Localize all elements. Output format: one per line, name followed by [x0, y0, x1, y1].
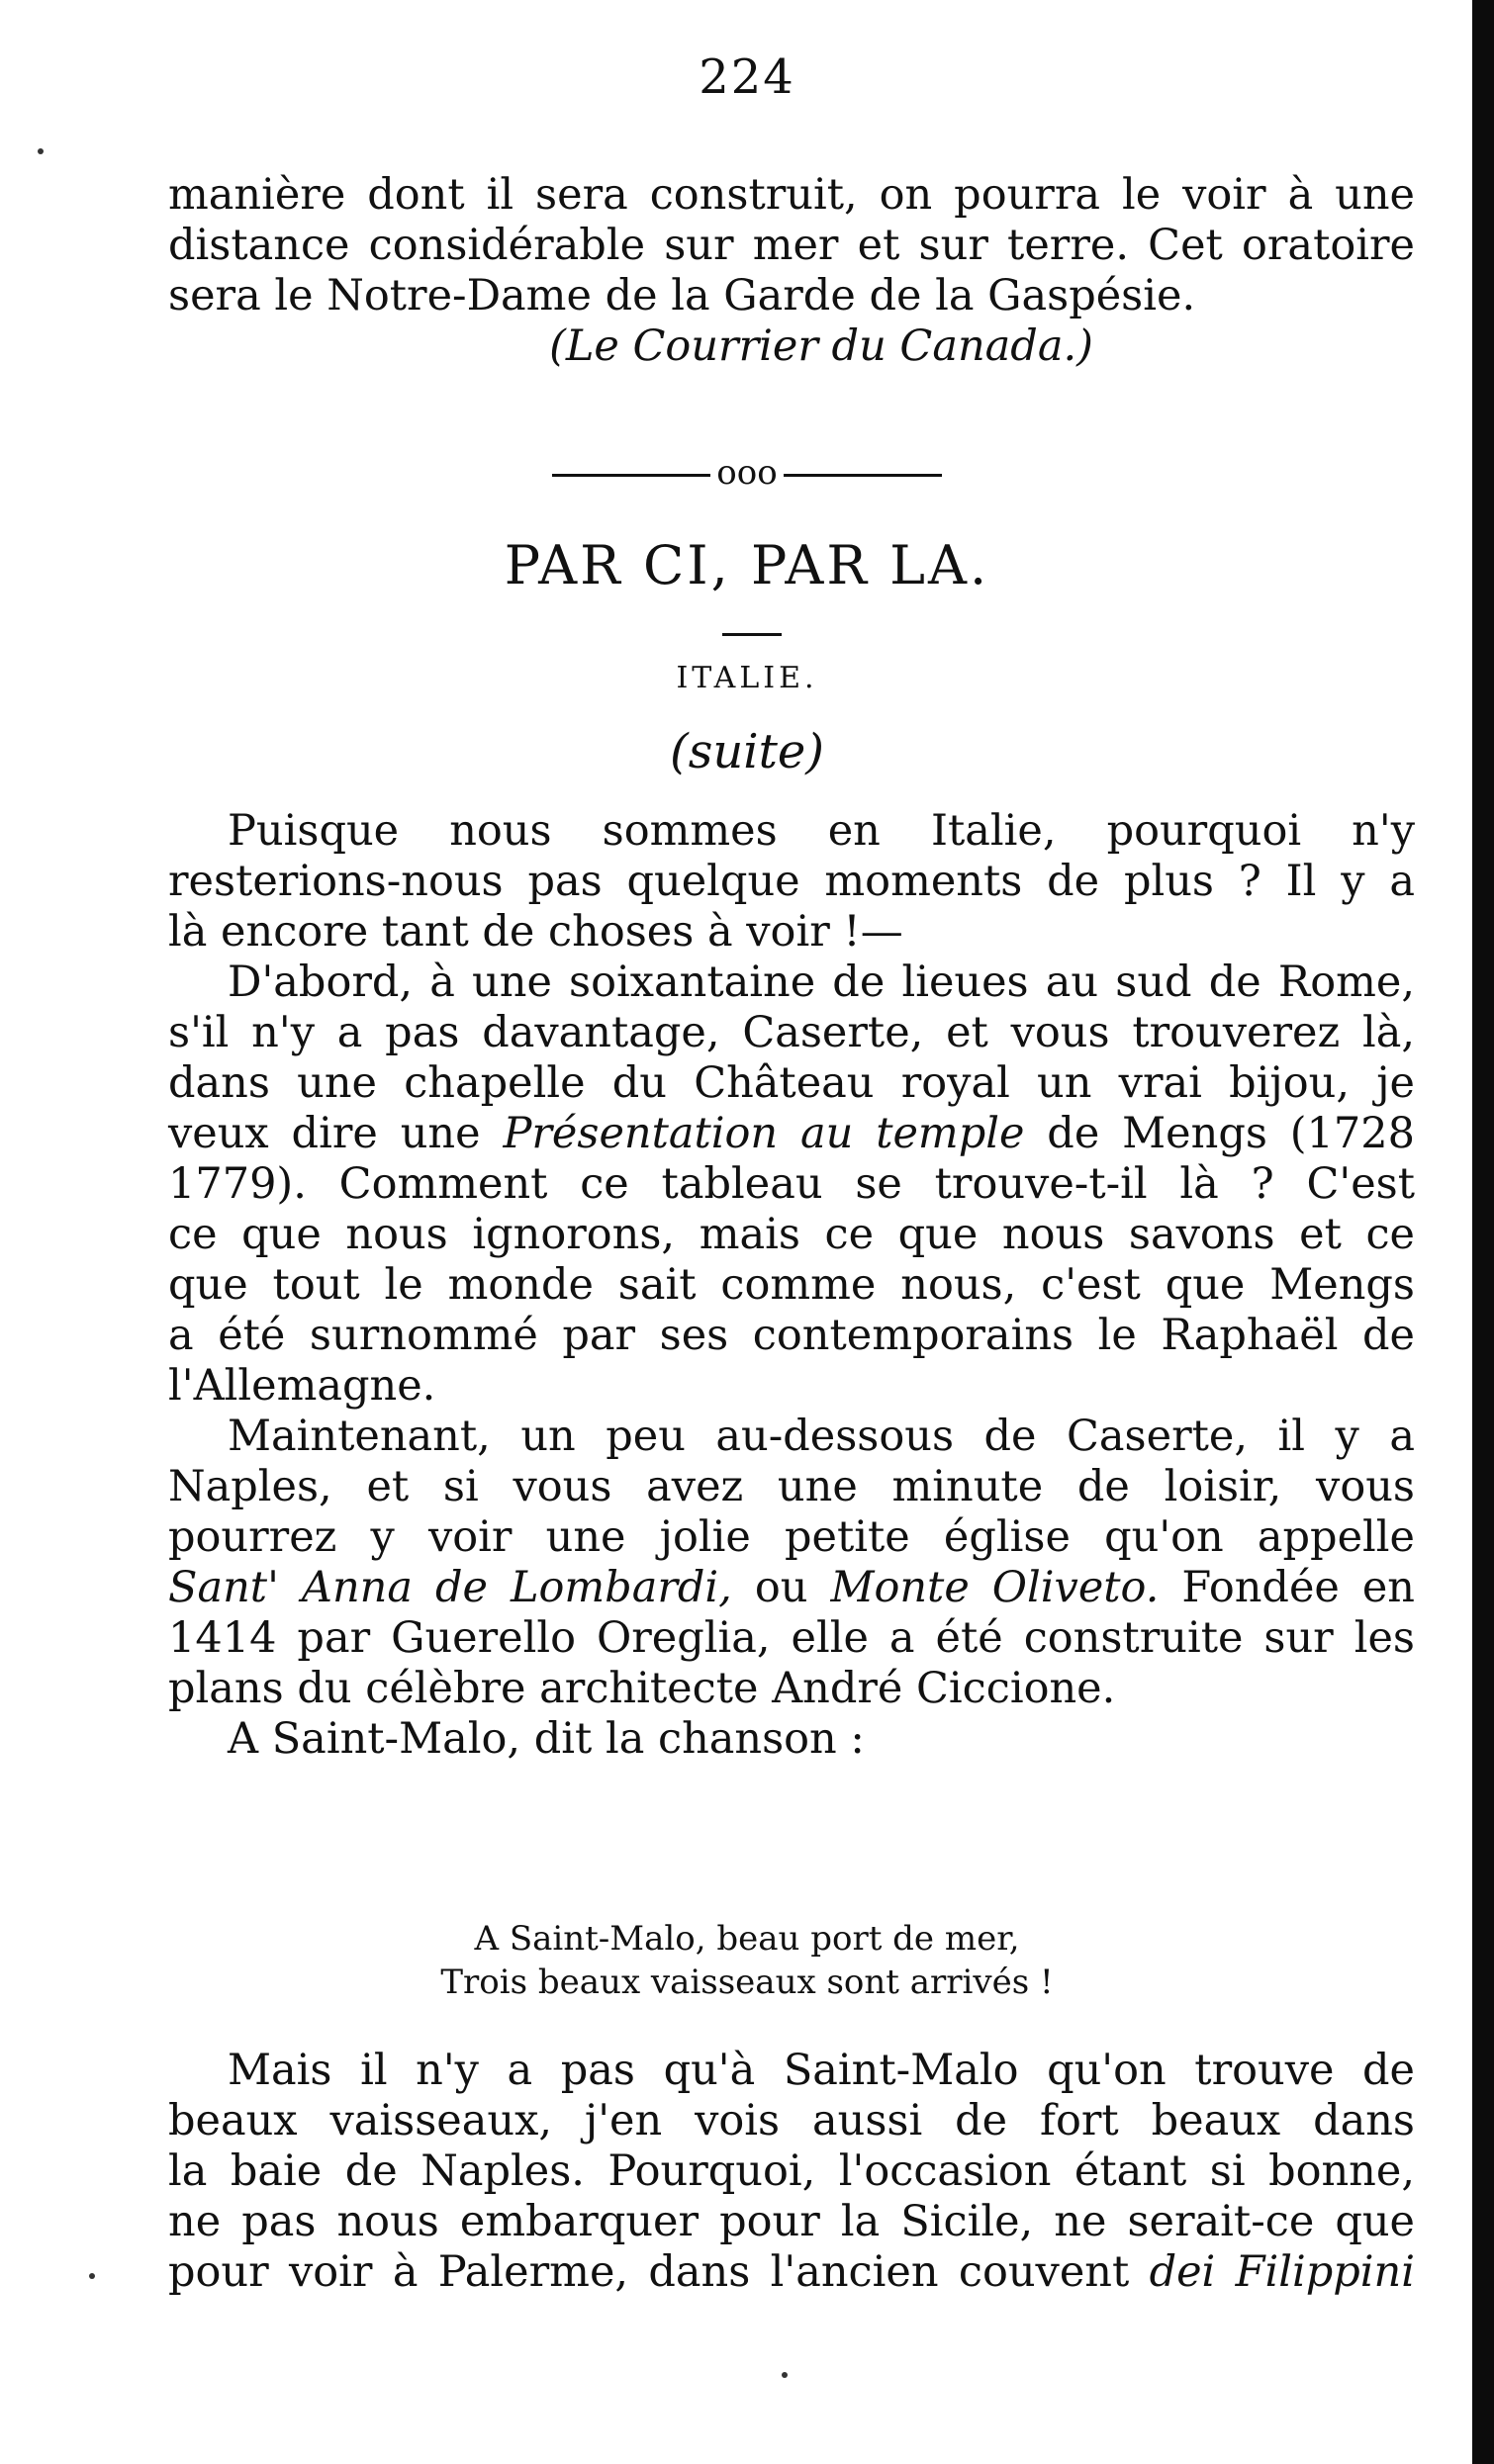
ink-speck — [89, 2273, 95, 2279]
section-separator — [0, 453, 1494, 493]
artwork-title: Présentation au temple — [503, 1109, 1025, 1158]
page-number: 224 — [699, 49, 795, 105]
text-line: sera le Notre-Dame de la Garde de la Gaspésie. — [168, 271, 1196, 320]
text-line: manière dont il sera construit, on pourra le voir à une — [168, 170, 1415, 220]
body-text-continued — [168, 2046, 1415, 2298]
text-line: Naples, et si vous avez une minute de loisir, vous — [168, 1462, 1415, 1511]
top-paragraph — [168, 170, 1415, 372]
text-line: resterions-nous pas quelque moments de plus ? Il y a — [168, 857, 1415, 906]
text-line: Mais il n'y a pas qu'à Saint-Malo qu'on trouve de — [228, 2046, 1415, 2095]
text-line: 1414 par Guerello Oreglia, elle a été construite sur les — [168, 1613, 1415, 1663]
verse-line: Trois beaux vaisseaux sont arrivés ! — [440, 1962, 1054, 2002]
text-line: distance considérable sur mer et sur terre. Cet oratoire — [168, 221, 1415, 270]
body-text — [168, 806, 1415, 1765]
text-line: pourrez y voir une jolie petite église qu'on appelle — [168, 1512, 1415, 1562]
text-line: D'abord, à une soixantaine de lieues au sud de Rome, — [228, 958, 1415, 1007]
convent-name: dei Filippini — [1149, 2247, 1415, 2297]
separator-rule-right — [784, 474, 942, 477]
text-run: pour voir à Palerme, dans l'ancien couvent — [168, 2247, 1150, 2297]
ink-speck — [38, 148, 44, 154]
text-line — [168, 2247, 1415, 2298]
church-name: Sant' Anna de Lombardi, — [168, 1563, 732, 1612]
text-line: là encore tant de choses à voir !— — [168, 907, 903, 957]
text-line — [168, 1109, 1415, 1159]
text-line: s'il n'y a pas davantage, Caserte, et vous trouverez là, — [168, 1008, 1415, 1057]
source-citation: (Le Courrier du Canada.) — [549, 321, 1093, 371]
text-line: l'Allemagne. — [168, 1361, 436, 1411]
song-verse — [0, 1917, 1494, 2004]
section-title: PAR CI, PAR LA. — [504, 534, 990, 596]
text-line: dans une chapelle du Château royal un vrai bijou, je — [168, 1058, 1415, 1108]
text-line: beaux vaisseaux, j'en vois aussi de fort beaux dans — [168, 2096, 1415, 2145]
separator-ornament: ooo — [716, 453, 778, 493]
text-line — [168, 1563, 1415, 1613]
text-line: A Saint-Malo, dit la chanson : — [228, 1714, 865, 1764]
verse-line: A Saint-Malo, beau port de mer, — [474, 1919, 1020, 1959]
subsection-heading: ITALIE. — [676, 661, 818, 695]
text-line: ce que nous ignorons, mais ce que nous savons et ce — [168, 1210, 1415, 1259]
text-run: Fondée en — [1159, 1563, 1415, 1612]
continuation-note: (suite) — [669, 724, 825, 779]
separator-rule-left — [552, 474, 710, 477]
text-line: plans du célèbre architecte André Ciccione. — [168, 1664, 1116, 1713]
page-edge-shadow — [1472, 0, 1494, 2464]
text-line: que tout le monde sait comme nous, c'est que Mengs — [168, 1260, 1415, 1310]
text-run: de Mengs (1728 — [1024, 1109, 1415, 1158]
text-line: ne pas nous embarquer pour la Sicile, ne serait-ce que — [168, 2197, 1415, 2246]
ink-speck — [782, 2372, 788, 2378]
title-underline — [722, 633, 782, 636]
text-line: a été surnommé par ses contemporains le Raphaël de — [168, 1311, 1415, 1360]
text-line: 1779). Comment ce tableau se trouve-t-il là ? C'est — [168, 1159, 1415, 1209]
text-line: Maintenant, un peu au-dessous de Caserte, il y a — [228, 1412, 1415, 1461]
text-line: la baie de Naples. Pourquoi, l'occasion étant si bonne, — [168, 2146, 1415, 2196]
text-run: ou — [731, 1563, 831, 1612]
church-name: Monte Oliveto. — [830, 1563, 1160, 1612]
text-line: Puisque nous sommes en Italie, pourquoi n'y — [228, 806, 1415, 856]
text-run: veux dire une — [168, 1109, 504, 1158]
